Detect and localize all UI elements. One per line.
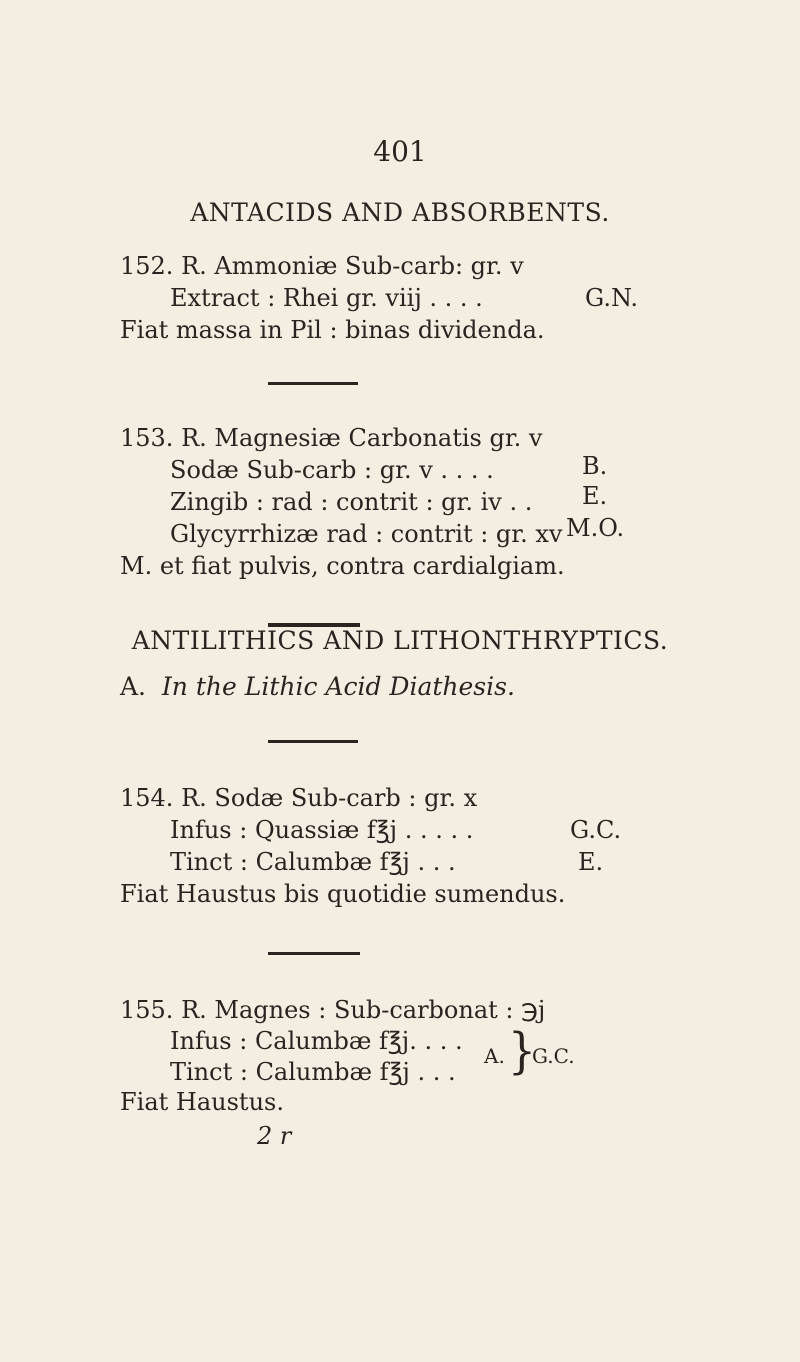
page-number: 401	[373, 135, 427, 168]
right-brace-icon: }	[508, 1023, 536, 1080]
rx153-line-3: Zingib : rad : contrit : gr. iv . .	[170, 488, 533, 516]
subsection-title: In the Lithic Acid Diathesis.	[161, 672, 515, 701]
rx155-line-3: Tinct : Calumbæ f℥j . . .	[170, 1058, 456, 1086]
rx155-line-4: Fiat Haustus.	[120, 1088, 284, 1116]
rx155-line-2: Infus : Calumbæ f℥j. . . .	[170, 1027, 463, 1055]
rx154-signature-2: E.	[578, 848, 604, 876]
divider	[268, 952, 360, 955]
divider	[268, 740, 358, 743]
rx152-line-1: 152. R. Ammoniæ Sub-carb: gr. v	[120, 252, 524, 280]
rx152-line-3: Fiat massa in Pil : binas dividenda.	[120, 316, 545, 344]
rx155-signature-1: A.	[484, 1044, 505, 1068]
subsection-letter: A.	[120, 672, 147, 701]
rx152-signature: G.N.	[585, 284, 639, 312]
rx154-line-1: 154. R. Sodæ Sub-carb : gr. x	[120, 784, 478, 812]
divider	[268, 382, 358, 385]
rx155-signature-2: G.C.	[532, 1044, 575, 1068]
rx153-line-4: Glycyrrhizæ rad : contrit : gr. xv	[170, 520, 563, 548]
rx153-signature-1: B.	[582, 452, 608, 480]
rx153-line-2: Sodæ Sub-carb : gr. v . . . .	[170, 456, 494, 484]
rx153-line-5: M. et fiat pulvis, contra cardialgiam.	[120, 552, 565, 580]
rx153-signature-3: M.O.	[566, 514, 625, 542]
rx154-line-3: Tinct : Calumbæ f℥j . . .	[170, 848, 456, 876]
rx154-line-2: Infus : Quassiæ f℥j . . . . .	[170, 816, 474, 844]
rx153-line-1: 153. R. Magnesiæ Carbonatis gr. v	[120, 424, 543, 452]
subsection-heading	[120, 672, 515, 701]
rx155-line-1: 155. R. Magnes : Sub-carbonat : ℈j	[120, 996, 546, 1024]
rx153-signature-2: E.	[582, 482, 608, 510]
rx154-line-4: Fiat Haustus bis quotidie sumendus.	[120, 880, 566, 908]
rx152-line-2: Extract : Rhei gr. viij . . . .	[170, 284, 483, 312]
rx154-signature-1: G.C.	[570, 816, 622, 844]
section-heading-antacids: ANTACIDS AND ABSORBENTS.	[190, 198, 610, 227]
section-heading-antilithics: ANTILITHICS AND LITHONTHRYPTICS.	[131, 626, 669, 655]
signature-mark: 2 r	[257, 1122, 292, 1150]
